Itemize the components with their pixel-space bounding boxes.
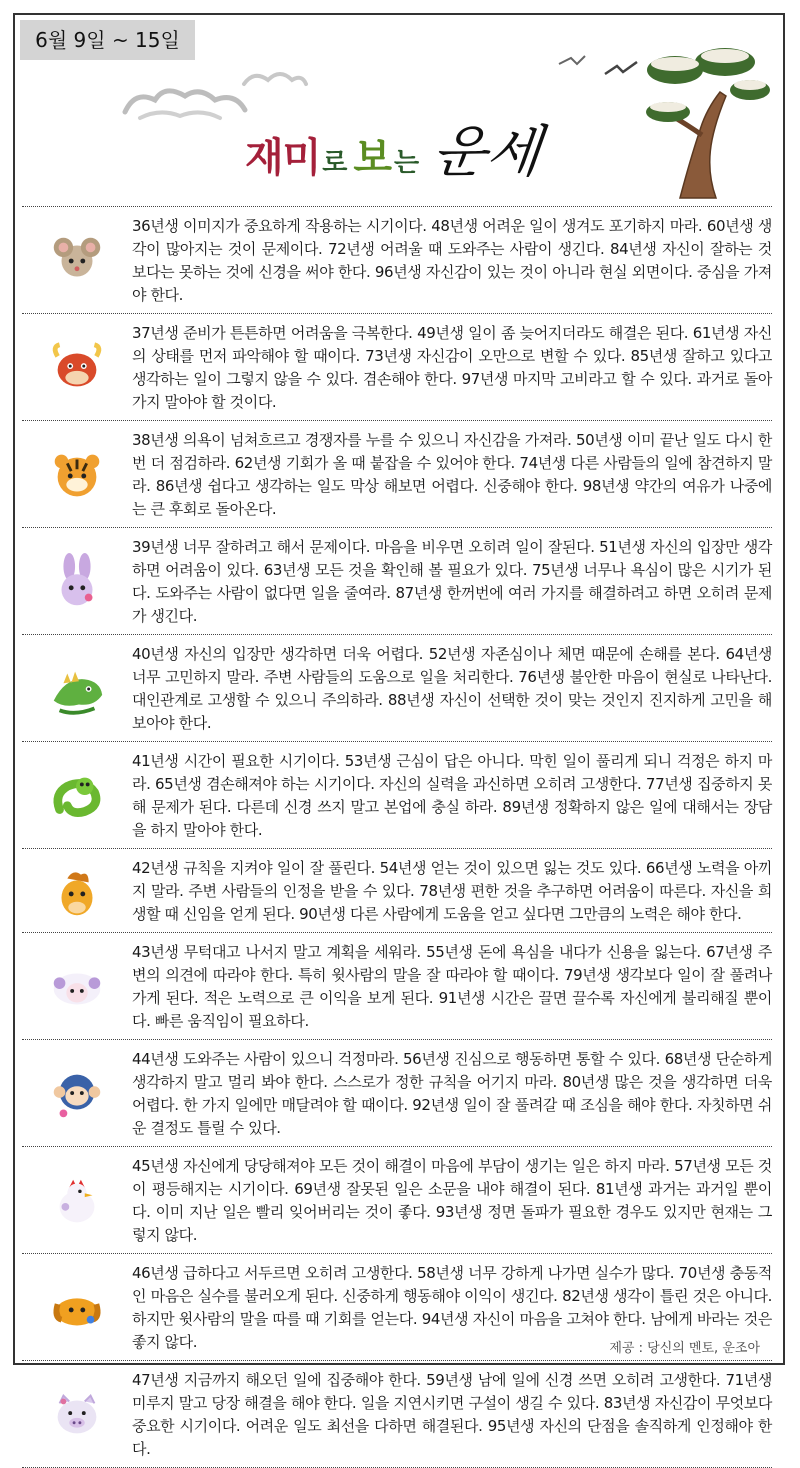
fortune-row	[22, 420, 772, 527]
fortune-text: 43년생 무턱대고 나서지 말고 계획을 세워라. 55년생 돈에 욕심을 내다가 신용을 잃는다. 67년생 주변의 의견에 따라야 한다. 특히 윗사람의 말을 잘 따라야 할 때이다. 79년생 생각보다 일이 잘 풀려나가게 된다. 적은 노력으로 큰 이익을 보게 된다. 91년생 시간은 끌면 끌수록 자신에게 불리해질 뿐이다. 빠른 움직임이 필요하다.	[132, 943, 772, 1030]
page-title	[245, 108, 545, 185]
fortune-row	[22, 527, 772, 634]
fortune-row	[22, 206, 772, 313]
sheep-icon	[22, 941, 132, 1033]
fortune-list	[22, 206, 772, 1468]
title-part-5: 운세	[429, 120, 545, 185]
fortune-row	[22, 741, 772, 848]
fortune-text: 41년생 시간이 필요한 시기이다. 53년생 근심이 답은 아니다. 막힌 일이 풀리게 되니 걱정은 하지 마라. 65년생 겸손해져야 하는 시기이다. 자신의 실력을 과신하면 오히려 고생한다. 77년생 집중하지 못해 문제가 된다. 다른데 신경 쓰지 말고 본업에 충실 하라. 89년생 정확하지 않은 일에 대해서는 장담을 하지 말아야 한다.	[132, 752, 772, 839]
fortune-row	[22, 313, 772, 420]
fortune-text: 46년생 급하다고 서두르면 오히려 고생한다. 58년생 너무 강하게 나가면 실수가 많다. 70년생 충동적인 마음은 실수를 불러오게 된다. 신중하게 행동해야 이익이 생긴다. 82년생 생각이 틀린 것은 아니다. 하지만 윗사람의 말을 따를 때 기회를 얻는다. 94년생 자신이 마음을 고쳐야 한다. 남에게 바라는 것은 좋지 않다.	[132, 1264, 772, 1351]
title-part-1: 재미	[245, 135, 321, 181]
tiger-icon	[22, 429, 132, 521]
dog-icon	[22, 1262, 132, 1354]
fortune-text: 45년생 자신에게 당당해져야 모든 것이 해결이 마음에 부담이 생기는 일은 하지 마라. 57년생 모든 것이 평등해지는 시기이다. 69년생 잘못된 일은 소문을 내야 해결이 된다. 81년생 과거는 과거일 뿐이다. 이미 지난 일은 빨리 잊어버리는 것이 좋다. 93년생 정면 돌파가 필요한 경우도 있지만 현재는 그렇지 않다.	[132, 1157, 772, 1244]
fortune-row	[22, 1146, 772, 1253]
title-part-3: 보	[353, 135, 393, 181]
fortune-text: 36년생 이미지가 중요하게 작용하는 시기이다. 48년생 어려운 일이 생겨도 포기하지 마라. 60년생 생각이 많아지는 것이 문제이다. 72년생 어려울 때 도와주는 사람이 생긴다. 84년생 자신이 잘하는 것 보다는 못하는 것에 신경을 써야 한다. 96년생 자신감이 있는 것이 아니라 현실 외면이다. 중심을 가져야 한다.	[132, 217, 772, 304]
dragon-icon	[22, 643, 132, 735]
fortune-text: 47년생 지금까지 해오던 일에 집중해야 한다. 59년생 남에 일에 신경 쓰면 오히려 고생한다. 71년생 미루지 말고 당장 해결을 해야 한다. 일을 지연시키면 구설이 생길 수 있다. 83년생 자신감이 무엇보다 중요한 시기이다. 어려운 일도 최선을 다하면 해결된다. 95년생 자신의 단점을 솔직하게 인정해야 한다.	[132, 1371, 772, 1458]
rooster-icon	[22, 1155, 132, 1247]
fortune-text: 42년생 규칙을 지켜야 일이 잘 풀린다. 54년생 얻는 것이 있으면 잃는 것도 있다. 66년생 노력을 아끼지 말라. 주변 사람들의 인정을 받을 수 있다. 78년생 편한 것을 추구하면 어려움이 따른다. 자신을 희생할 때 신임을 얻게 된다. 90년생 다른 사람에게 도움을 얻고 싶다면 그만큼의 노력은 해야 한다.	[132, 859, 772, 923]
pig-icon	[22, 1369, 132, 1461]
birds-decoration	[555, 52, 645, 82]
fortune-row	[22, 932, 772, 1039]
date-range-badge: 6월 9일 ~ 15일	[20, 20, 195, 60]
cloud-decoration-right	[240, 66, 310, 92]
title-part-4: 는	[394, 148, 420, 178]
mouse-icon	[22, 215, 132, 307]
monkey-icon	[22, 1048, 132, 1140]
snake-icon	[22, 750, 132, 842]
fortune-text: 37년생 준비가 튼튼하면 어려움을 극복한다. 49년생 일이 좀 늦어지더라도 해결은 된다. 61년생 자신의 상태를 먼저 파악해야 할 때이다. 73년생 자신감이 오만으로 변할 수 있다. 85년생 잘하고 있다고 생각하는 일이 그렇지 않을 수 있다. 겸손해야 한다. 97년생 마지막 고비라고 할 수 있다. 과거로 돌아가지 말아야 할 것이다.	[132, 324, 772, 411]
pine-tree-illustration	[640, 40, 775, 200]
fortune-row	[22, 1360, 772, 1467]
fortune-text: 40년생 자신의 입장만 생각하면 더욱 어렵다. 52년생 자존심이나 체면 때문에 손해를 본다. 64년생 너무 고민하지 말라. 주변 사람들의 도움으로 일을 처리한다. 76년생 불안한 마음이 현실로 나타난다. 대인관계로 고생할 수 있으니 주의하라. 88년생 자신이 선택한 것이 맞는 것인지 진지하게 고민을 해 보아야 한다.	[132, 645, 772, 732]
cloud-decoration-left	[120, 80, 250, 125]
fortune-text: 39년생 너무 잘하려고 해서 문제이다. 마음을 비우면 오히려 일이 잘된다. 51년생 자신의 입장만 생각하면 어려움이 있다. 63년생 모든 것을 확인해 볼 필요가 있다. 75년생 너무나 욕심이 많은 시기가 된다. 도와주는 사람이 없다면 일을 줄여라. 87년생 한꺼번에 여러 가지를 해결하려고 하면 오히려 문제가 생긴다.	[132, 538, 772, 625]
fortune-row	[22, 1039, 772, 1146]
credit-text: 제공 : 당신의 멘토, 운조아	[609, 1341, 760, 1356]
fortune-text: 38년생 의욕이 넘쳐흐르고 경쟁자를 누를 수 있으니 자신감을 가져라. 50년생 이미 끝난 일도 다시 한번 더 점검하라. 62년생 기회가 올 때 붙잡을 수 있어야 한다. 74년생 다른 사람들의 일에 참견하지 말라. 86년생 쉽다고 생각하는 일도 막상 해보면 어렵다. 신중해야 한다. 98년생 약간의 여유가 나중에는 큰 후회로 돌아온다.	[132, 431, 772, 518]
title-part-2: 로	[322, 148, 348, 178]
fortune-row	[22, 848, 772, 932]
fortune-row	[22, 634, 772, 741]
rabbit-icon	[22, 536, 132, 628]
horse-icon	[22, 857, 132, 926]
ox-icon	[22, 322, 132, 414]
fortune-text: 44년생 도와주는 사람이 있으니 걱정마라. 56년생 진심으로 행동하면 통할 수 있다. 68년생 단순하게 생각하지 말고 멀리 봐야 한다. 스스로가 정한 규칙을 어기지 마라. 80년생 많은 것을 생각하면 더욱 어렵다. 한 가지 일에만 매달려야 할 때이다. 92년생 일이 잘 풀려갈 때 조심을 해야 한다. 자칫하면 쉬운 결정도 틀릴 수 있다.	[132, 1050, 772, 1137]
